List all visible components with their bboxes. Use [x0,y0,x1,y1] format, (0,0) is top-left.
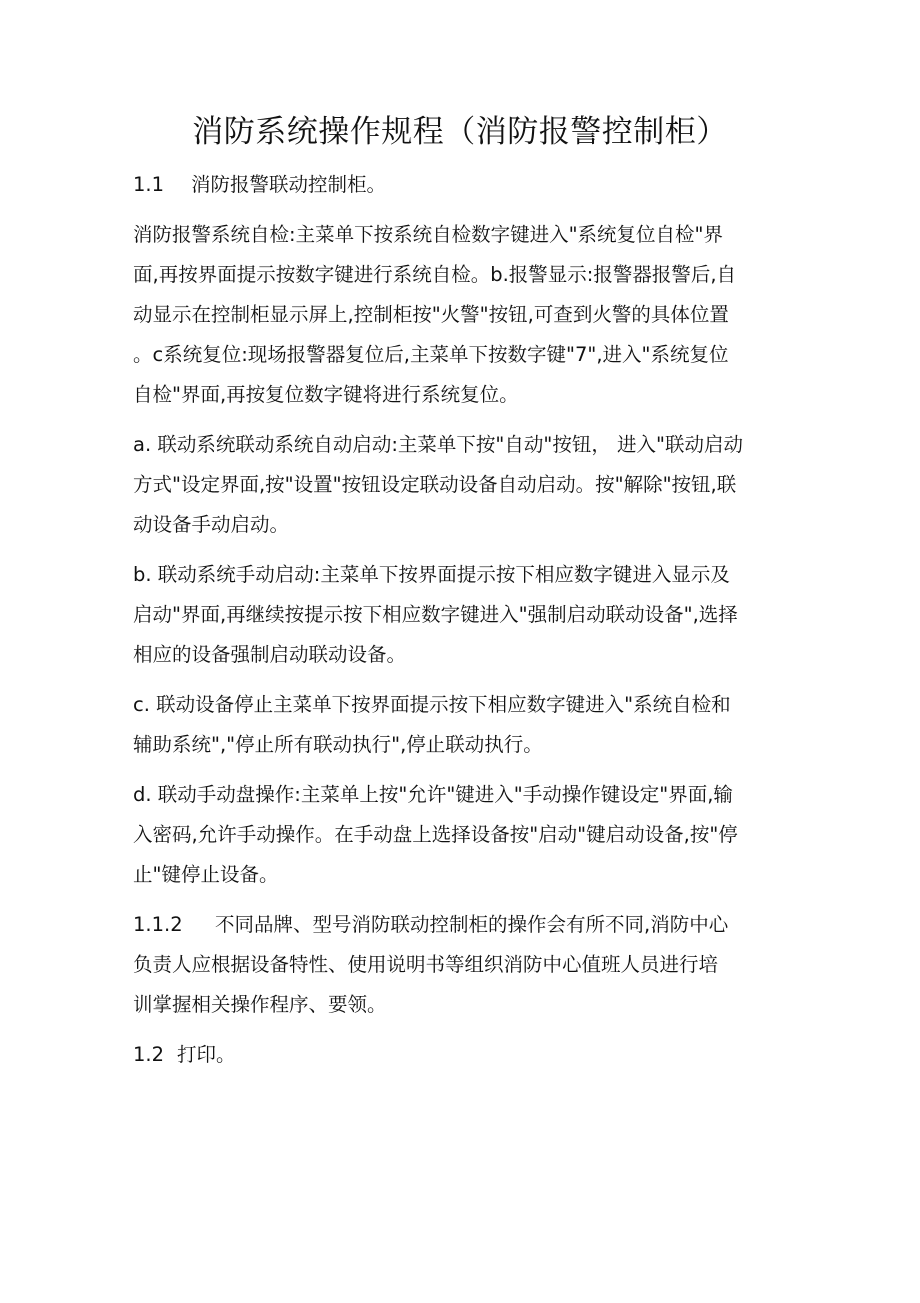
paragraph-line: 启动"界面,再继续按提示按下相应数字键进入"强制启动联动设备",选择 [133,603,738,626]
paragraph-a-auto-start [133,425,793,545]
section-heading: 消防报警联动控制柜。 [191,173,387,196]
paragraph-line: 入密码,允许手动操作。在手动盘上选择设备按"启动"键启动设备,按"停 [133,823,738,846]
paragraph-line [133,905,793,945]
paragraph-line: d. 联动手动盘操作:主菜单上按"允许"键进入"手动操作键设定"界面,输 [133,783,733,806]
paragraph-d-manual-panel [133,775,793,895]
paragraph-line: 面,再按界面提示按数字键进行系统自检。b.报警显示:报警器报警后,自 [133,263,737,286]
document-body [133,165,793,1075]
paragraph-line: c. 联动设备停止主菜单下按界面提示按下相应数字键进入"系统自检和 [133,693,731,716]
paragraph-self-check [133,215,793,415]
paragraph-line: 负责人应根据设备特性、使用说明书等组织消防中心值班人员进行培 [133,953,719,976]
section-number: 1.1 [133,173,165,196]
section-text: 不同品牌、型号消防联动控制柜的操作会有所不同,消防中心 [215,913,729,936]
paragraph-line: 止"键停止设备。 [133,863,279,886]
paragraph-line: 训掌握相关操作程序、要领。 [133,993,387,1016]
paragraph-line: 动设备手动启动。 [133,513,290,536]
section-heading: 打印。 [177,1043,236,1066]
paragraph-b-manual-start [133,555,793,675]
section-1-1-2 [133,905,793,1025]
paragraph-line: 自检"界面,再按复位数字键将进行系统复位。 [133,383,519,406]
section-number: 1.1.2 [133,913,183,936]
paragraph-line: 动显示在控制柜显示屏上,控制柜按"火警"按钮,可查到火警的具体位置 [133,303,729,326]
paragraph-line: a. 联动系统联动系统自动启动:主菜单下按"自动"按钮， 进入"联动启动 [133,433,744,456]
paragraph-line: b. 联动系统手动启动:主菜单下按界面提示按下相应数字键进入显示及 [133,563,730,586]
section-1-1-heading [133,165,793,205]
section-1-2-heading [133,1035,793,1075]
paragraph-line: 消防报警系统自检:主菜单下按系统自检数字键进入"系统复位自检"界 [133,223,724,246]
section-number: 1.2 [133,1043,165,1066]
document-title: 消防系统操作规程（消防报警控制柜） [192,114,728,150]
paragraph-line: 。c系统复位:现场报警器复位后,主菜单下按数字键"7",进入"系统复位 [133,343,729,366]
paragraph-line: 相应的设备强制启动联动设备。 [133,643,407,666]
paragraph-c-device-stop [133,685,793,765]
paragraph-line: 辅助系统","停止所有联动执行",停止联动执行。 [133,733,543,756]
paragraph-line: 方式"设定界面,按"设置"按钮设定联动设备自动启动。按"解除"按钮,联 [133,473,737,496]
